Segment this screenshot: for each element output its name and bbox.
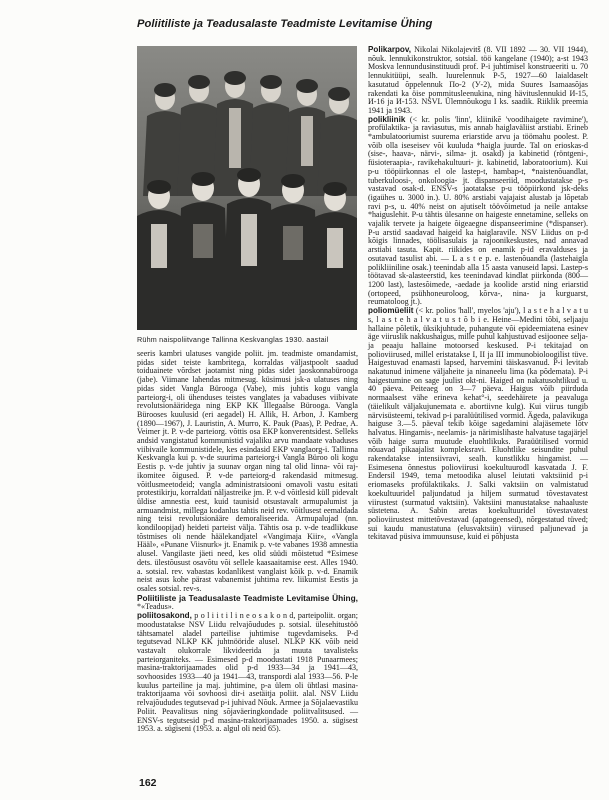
- entry-body: p o l i i t i l i n e o s a k o n d, parteipoliit. organ; moodustatakse NSV Liidu relvajõududes p. sotsial. ülesehitustöö tähtsamatel aladel parteilise juhtimise tugevdamiseks. P-d tegutsevad NLKP KK juhtnööride alusel. NLKP KK võib neid vastavalt olukorrale likvideerida ja muuta tavalisteks parteiorganiteks. — Esimesed p-d moodustati 1918 Punaarmees; masina-traktorijaamades olid p-d 1933—34 ja 1941—43, sovhoosides 1933—40 ja 1941—43, transpordi alal 1933—56. P-le kuulus parteiline ja maj. juhtimine, p-a ülem oli ühtlasi masina-traktorijaama või sovhoosi dir-i asetäitja poliit. alal. NSV Liidu relvajõududes tegutsevad p-i juhivad Nõuk. Armee ja Sõjalaevastiku Poliit. Peavalitsus ning sõjaväeringkondade poliitvalitsused. — ENSV-s tegutsesid p-d masina-traktorijaamades 1950. a. sügisest 1953. a. sügiseni (1953. a. algul oli neid 65).: [137, 611, 359, 734]
- left-column: [137, 350, 358, 734]
- historical-photo: [137, 46, 357, 330]
- right-column: [368, 46, 588, 542]
- entry-headword: polikliinik: [368, 114, 406, 124]
- entry-headword: poliomüeliit: [368, 306, 414, 316]
- entry-body: (< kr. polios 'hall', myelos 'aju'), l a s t e h a l v a t u s, l a s t e h a l v a t u s t õ b i e. Heine—Medini tõbi, seljaaju hallaine põletik, üksikjuhtude, puhangute või epideemiatena esinev äge viiruslik nakkushaigus, mille puhul kahjustuvad esijoonee selja- ja peaaju hallaine motoorsed keskused. P-i tekitajad on polioviirused, millel eristatakse I, II ja III immunobioloogilist tüve. Haigestuvad enamasti lapsed, harvemini täiskasvanud. P-i levitab nakatunud inimene väljaheite ja ninaneelu lima (ka põdemata). P-i haigestumine on sagе juulist okt-ni. Haiged on nakatusohtlikud u. 40 päeva. Peiteaeg on 3—7 päeva. Haigus võib piirduda normaalsest vähe erineva kehat°-i, seedehäirete ja peavaluga (täielikult väljakujunemata e. abortiivne kulg). Kui viirus tungib närvisüsteemi, tekivad p-i paralüütilised vormid. Ägeda, palavikuga haiguse 3.—5. päeval tekib kõige sagedamini alajäsemete lõtv halvatus. Hingamis-, neelamis- ja närimislihaste halvatuse tagajärjel võib haige surra muutude eluohtlikuks. Paraüütilised vormid nõuavad pikaajalist kompleksravi. Eluohtlike seisundite puhul rakendatakse intensiivravi, sealh. kunstlikku hingamist. — Esimesena õnnestus polioviirusi koekultuurodl kasvatada J. F. Endersil 1949, tema metoodika alusel leiutati vaktsiinid p-i eriomaseks profülaktikaks. J. Salki vaktsiin on valmistatud koekultuuridel paljundatud ja hiljem surmatud tõvestavatest viirustest (surmatud vaktsiin). Vaktsiini manustatakse nahaaluste süstetena. A. Sabin aretas koekultuuridel tõvestavatest polioviirustest mittetõvestavad (apatogeensed), nõrgestatud tüved; sui kaudu manustatuna (elusvaktsiin) viirused paljunevad ja tekitavad püsiva immuunsuse, kuid ei põhjusta: [368, 306, 589, 542]
- photo-caption: Rühm naispoliitvange Tallinna Keskvanglas 1930. aastail: [137, 335, 329, 344]
- running-header: Poliitiliste ja Teadusalaste Teadmiste Levitamise Ühing: [137, 18, 433, 30]
- entry-body: *«Teadus».: [137, 602, 174, 612]
- entry-headword: Poliitiliste ja Teadusalaste Teadmiste Levitamise Ühing,: [137, 592, 358, 603]
- entry-body: Nikolai Nikolajevitš (8. VII 1892 — 30. VII 1944), nõuk. lennukikonstruktor, sotsial. töö kangelane (1940); a-st 1943 Moskva lennundusinstituudi prof. P-i juhtimisel konstrueeriti u. 70 lennukitüüpi, sealh. luurelennuk P-5, 1927—60 laialdaselt kasutatud õppelennuk По-2 (У-2), mida Suures Isamaasõjas rakendati ka öise pommitusleenukina, ning hävituslennukid И-15, И-16 ja И-153. NSVL Ülemnõukogu I ks. saadik. Riiklik preemia 1941 ja 1943.: [368, 45, 588, 115]
- entry-headword: Polikarpov,: [368, 45, 412, 54]
- entry-polikarpov: [368, 46, 588, 116]
- paragraph-prisoners-continued: seeris kambri ulatuses vangide poliit. jm. teadmiste omandamist, pidas sidet teiste kambritega, korraldas väljastpoolt saadud toiduainete võrdset jaotamist ning pidas sidet jaoskonnabürooga (jabe). Viimane lahendas mitmesug. küsimusi jsk-a ulatuses ning pidas sidet Vangla Bürooga (Vabe), mis juhtis kogu vangla parteiorg-i, oli ühenduses teistes vanglates ja vabaduses viibivate revolutsionääridega ning EKP KK Illegaalse Bürooga. Vangla Bürooses kuulusid (eri aegadel) H. Allik, H. Arbon, J. Kamberg (1890—1967), J. Lauristin, A. Murro, K. Pauk (Paas), P. Pedrae, A. Veimer jt. P. v-de parteiorg. võttis osa EKP konverentsidest. Selleks andsid vangistatud kommunistid vajaliku arvu mandaate vabaduses viibivaile kommunistidele, kes esindasid EKP vanglaorg-i. Tallinna Keskvangla kui p. v-de suurima parteiorg-i Vangla Büroo oli kogu Eestis p. v-de juhtiv ja suunav organ ning tal olid linna- või raj-ikomitee õigused. P. v-de parteiorg-d rakendasid mitmesug. võitlusmeetodeid; vangla administratsiooni omavoli vastu esitati protestikirju, korraldati näljastreike jm. P. v-d võitlesid küll pidevalt üldise amnestia eest, kuid taunisid otsustavalt armupalumist ja armuandmist, millega kodanlus tahtis neid rev. võitlusest eemaldada ning teisi revolutsionääre demoraliseerida. Armupalujad (nn. kondiloopijad) heideti parteist välja. Tähtis osa p. v-de teadlikkuse tõstmises oli nende häälekandjatel «Vangimaja Kiir», «Vangla Hääl», «Punane Viisnurk» jt. Enamik p. v-te vabanes 1938 amnestia alusel. Vangilaste jäeti need, kes olid süüdi mõistetud *Esimese dets. ülestõusust osavõtu või sellele kaasaaitamise eest. Alles 1940. a. sotsial. rev. vabastas kodanlikest vanglaist kõik p. v-d. Enamik neist asus kohe pärast vabanemist juhtima rev. liikumist Eestis ja osales sotsial. rev-s.: [137, 349, 358, 593]
- entry-poliitosakond: [137, 612, 358, 734]
- page-number: 162: [139, 777, 157, 789]
- entry-poliomyeliit: [368, 307, 588, 542]
- entry-teadus-society: [137, 594, 358, 612]
- entry-body: (< kr. polis 'linn', kliinikē 'voodihaigete ravimine'), profülaktika- ja raviasutus, mis annab haiglaväliist arstiabi. Erineb *ambulatooriumist suurema eriarstide arvu ja töömahu poolest. P. võib olla iseseisev või kuuluda *haigla juurde. Tal on erioskas-d (sise-, haava-, närvi-, silma- jt. osakd) ja kabinetid (röntgeni-, füsioteraapia-, ravikehakultuuri- jt. kabinetid, laboratoorium). Kui p-u tööpiirkonnas el ole lastep-t, hambap-t, *naistenõuandlat, tuberkuloosi-, onkoloogia- jt. dispanseeriid, moodustatakse p-s vastavad osak-d. ENSV-s jaotatakse p-u tööpiirkond jsk-deks (igaühes u. 3000 in.). U. 80% arstiabi vajajaist alustab ja lõpetab ravi p-s, u. 40% neist on ajutiselt töövõimetud ja neile antakse *haiguslehit. P-u tähtis ülesanne on haigeste ennetamine, selleks on vajalik tervete ja haigete õigeaegne dispanseerimine (*dispanser). P-u arstid saadavad haigeid ka haiglaravile. NSV Liidus on p-d kõigis linnades, töölisasulais ja rajoonikeskustes, nad annavad arstiabi tasuta. Kapit. riikides on enamik p-id eravalduses ja osutavad tasulist abi. — L a s t e p. e. lastenõuandla (lastehaigla polikliiniline osak.) teenindab alla 15 aasta vanuseid lapsi. Lastep-s töötavad sk-alasteerstid, kes teenindavad kindlat piirkonda (800—1200 last), lastesõimede, -aedade ja koolide arstid ning eriarstid (ortopeed, psühhoneuroloog, kõrva-, nina- ja kurguarst, reumatoloog jt.).: [368, 114, 588, 307]
- entry-headword: poliitosakond,: [137, 611, 192, 621]
- entry-polikliinik: [368, 116, 588, 307]
- group-photo-illustration: [137, 46, 357, 330]
